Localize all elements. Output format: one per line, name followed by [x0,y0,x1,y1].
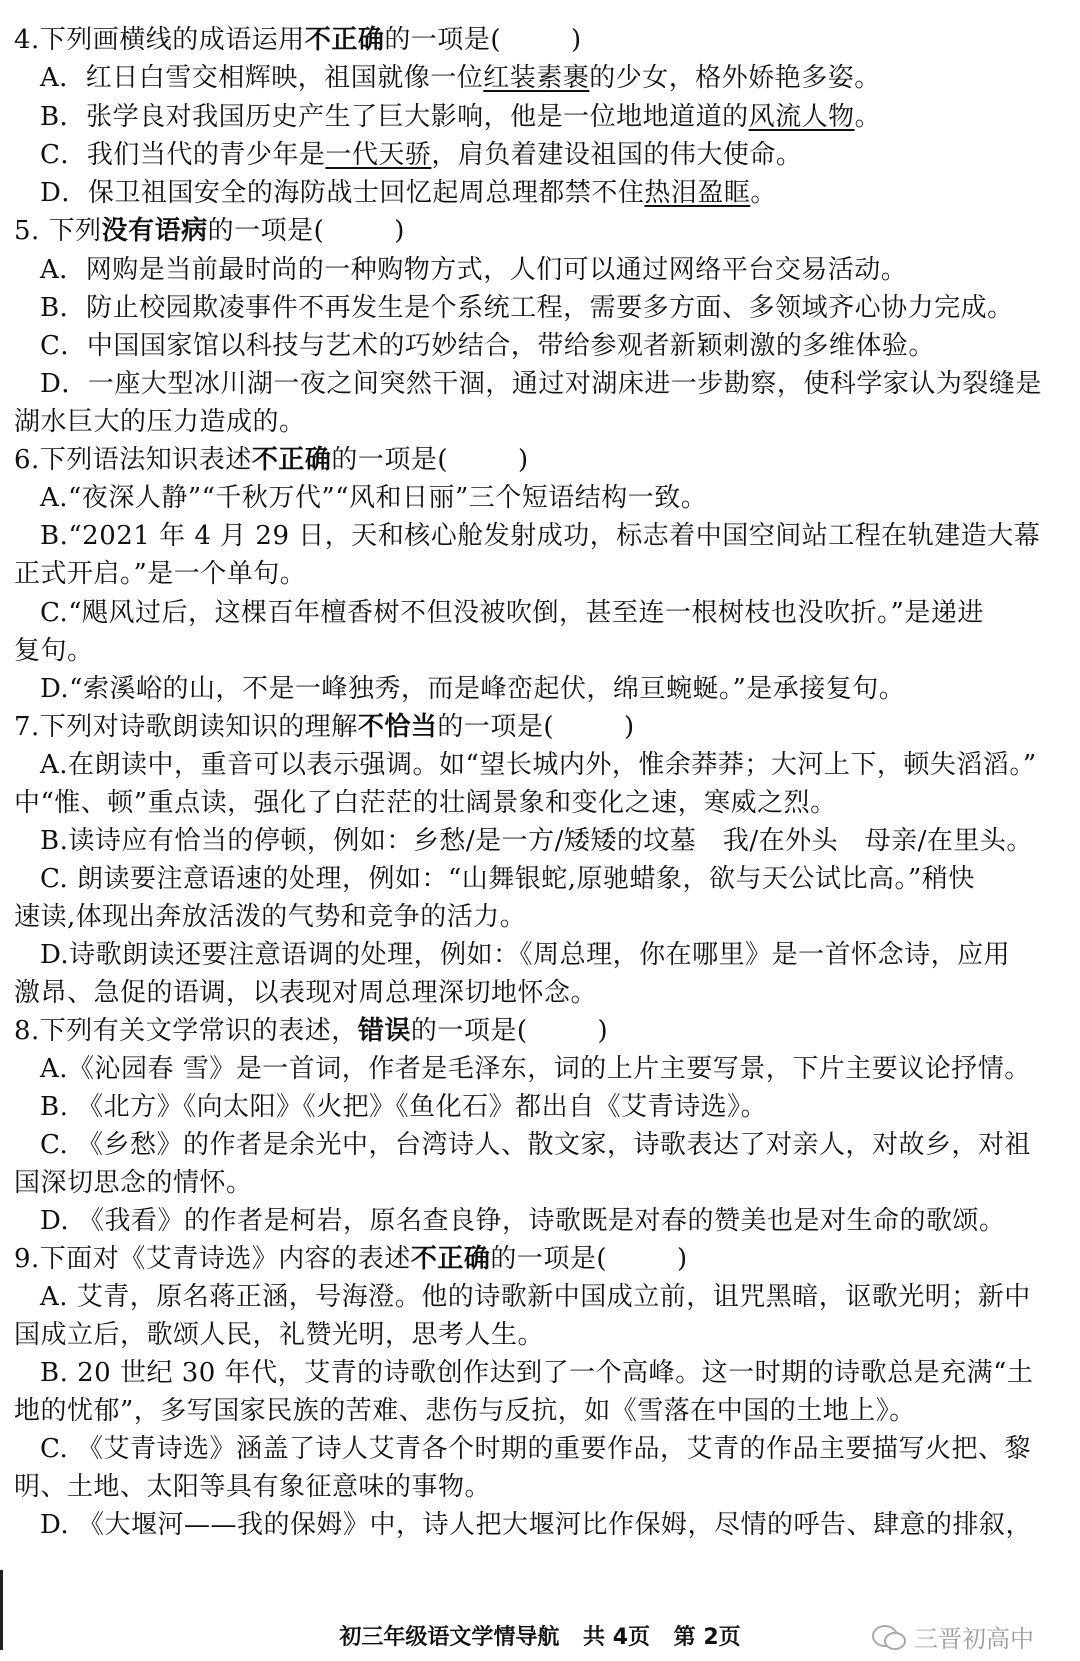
option-7c-cont: 速读,体现出奔放活泼的气势和竞争的活力。 [14,902,527,932]
option-8c: C. 《乡愁》的作者是余光中，台湾诗人、散文家，诗歌表达了对亲人，对故乡，对祖 [40,1130,1031,1160]
option-4a: A．红日白雪交相辉映，祖国就像一位红装素裹的少女，格外娇艳多姿。 [40,63,881,93]
option-9b: B. 20 世纪 30 年代，艾青的诗歌创作达到了一个高峰。这一时期的诗歌总是充满“土 [40,1358,1034,1388]
option-7a: A.在朗读中，重音可以表示强调。如“望长城内外，惟余莽莽；大河上下，顿失滔滔。” [40,750,1037,780]
option-7b: B.读诗应有恰当的停顿，例如：乡愁/是一方/矮矮的坟墓 我/在外头 母亲/在里头。 [40,826,1033,856]
watermark-text: 三晋初高中 [914,1624,1034,1653]
option-5a: A．网购是当前最时尚的一种购物方式，人们可以通过网络平台交易活动。 [40,255,908,285]
option-6b: B.“2021 年 4 月 29 日，天和核心舱发射成功，标志着中国空间站工程在轨建造大幕 [40,521,1041,551]
option-6c-cont: 复句。 [14,636,94,666]
option-5c: C．中国国家馆以科技与艺术的巧妙结合，带给参观者新颖刺激的多维体验。 [40,331,935,361]
question-4-stem: 4.下列画横线的成语运用不正确的一项是( ) [14,25,582,55]
question-9-stem: 9.下面对《艾青诗选》内容的表述不正确的一项是( ) [14,1244,688,1274]
option-9a: A. 艾青，原名蒋正涵，号海澄。他的诗歌新中国成立前，诅咒黑暗，讴歌光明；新中 [40,1282,1031,1312]
footer-title: 初三年级语文学情导航 [339,1625,560,1650]
option-8a: A.《沁园春 雪》是一首词，作者是毛泽东，词的上片主要写景，下片主要议论抒情。 [40,1054,1031,1084]
option-4c: C．我们当代的青少年是一代天骄，肩负着建设祖国的伟大使命。 [40,140,803,170]
option-9c-cont: 明、土地、太阳等具有象征意味的事物。 [14,1472,492,1502]
option-6d: D.“索溪峪的山，不是一峰独秀，而是峰峦起伏，绵亘蜿蜒。”是承接复句。 [40,674,906,704]
question-5-stem: 5. 下列没有语病的一项是( ) [14,216,405,246]
option-4d: D．保卫祖国安全的海防战士回忆起周总理都禁不住热泪盈眶。 [40,178,777,208]
watermark [872,1618,1034,1654]
question-8-stem: 8.下列有关文学常识的表述，错误的一项是( ) [14,1016,609,1046]
option-9c: C. 《艾青诗选》涵盖了诗人艾青各个时期的重要作品，艾青的作品主要描写火把、黎 [40,1434,1031,1464]
option-9b-cont: 地的忧郁”，多写国家民族的苦难、悲伤与反抗，如《雪落在中国的土地上》。 [14,1396,916,1426]
option-5d: D．一座大型冰川湖一夜之间突然干涸，通过对湖床进一步勘察，使科学家认为裂缝是 [40,369,1042,399]
question-7-stem: 7.下列对诗歌朗读知识的理解不恰当的一项是( ) [14,712,635,742]
option-9d: D. 《大堰河——我的保姆》中，诗人把大堰河比作保姆，尽情的呼告、肆意的排叙， [40,1510,1032,1540]
footer-page-number: 第 2页 [673,1625,741,1650]
option-8b: B. 《北方》《向太阳》《火把》《鱼化石》都出自《艾青诗选》。 [40,1092,768,1122]
option-6a: A.“夜深人静”“千秋万代”“风和日丽”三个短语结构一致。 [40,483,708,513]
option-7a-cont: 中“惟、顿”重点读，强化了白茫茫的壮阔景象和变化之速，寒威之烈。 [14,788,837,818]
option-5b: B．防止校园欺凌事件不再发生是个系统工程，需要多方面、多领域齐心协力完成。 [40,293,1014,323]
option-5d-cont: 湖水巨大的压力造成的。 [14,407,306,437]
option-9a-cont: 国成立后，歌颂人民，礼赞光明，思考人生。 [14,1320,545,1350]
option-8c-cont: 国深切思念的情怀。 [14,1168,253,1198]
option-7d: D.诗歌朗读还要注意语调的处理，例如：《周总理，你在哪里》是一首怀念诗，应用 [40,940,1011,970]
question-6-stem: 6.下列语法知识表述不正确的一项是( ) [14,445,529,475]
wechat-icon [872,1623,906,1649]
option-6c: C.“飓风过后，这棵百年檀香树不但没被吹倒，甚至连一根树枝也没吹折。”是递进 [40,598,984,628]
option-7c: C. 朗读要注意语速的处理，例如：“山舞银蛇,原驰蜡象，欲与天公试比高。”稍快 [40,864,975,894]
option-7d-cont: 激昂、急促的语调，以表现对周总理深切地怀念。 [14,978,598,1008]
option-8d: D. 《我看》的作者是柯岩，原名查良铮，诗歌既是对春的赞美也是对生命的歌颂。 [40,1206,1006,1236]
footer-total-pages: 共 4页 [583,1625,650,1650]
option-4b: B．张学良对我国历史产生了巨大影响，他是一位地地道道的风流人物。 [40,102,882,132]
option-6b-cont: 正式开启。”是一个单句。 [14,559,307,589]
